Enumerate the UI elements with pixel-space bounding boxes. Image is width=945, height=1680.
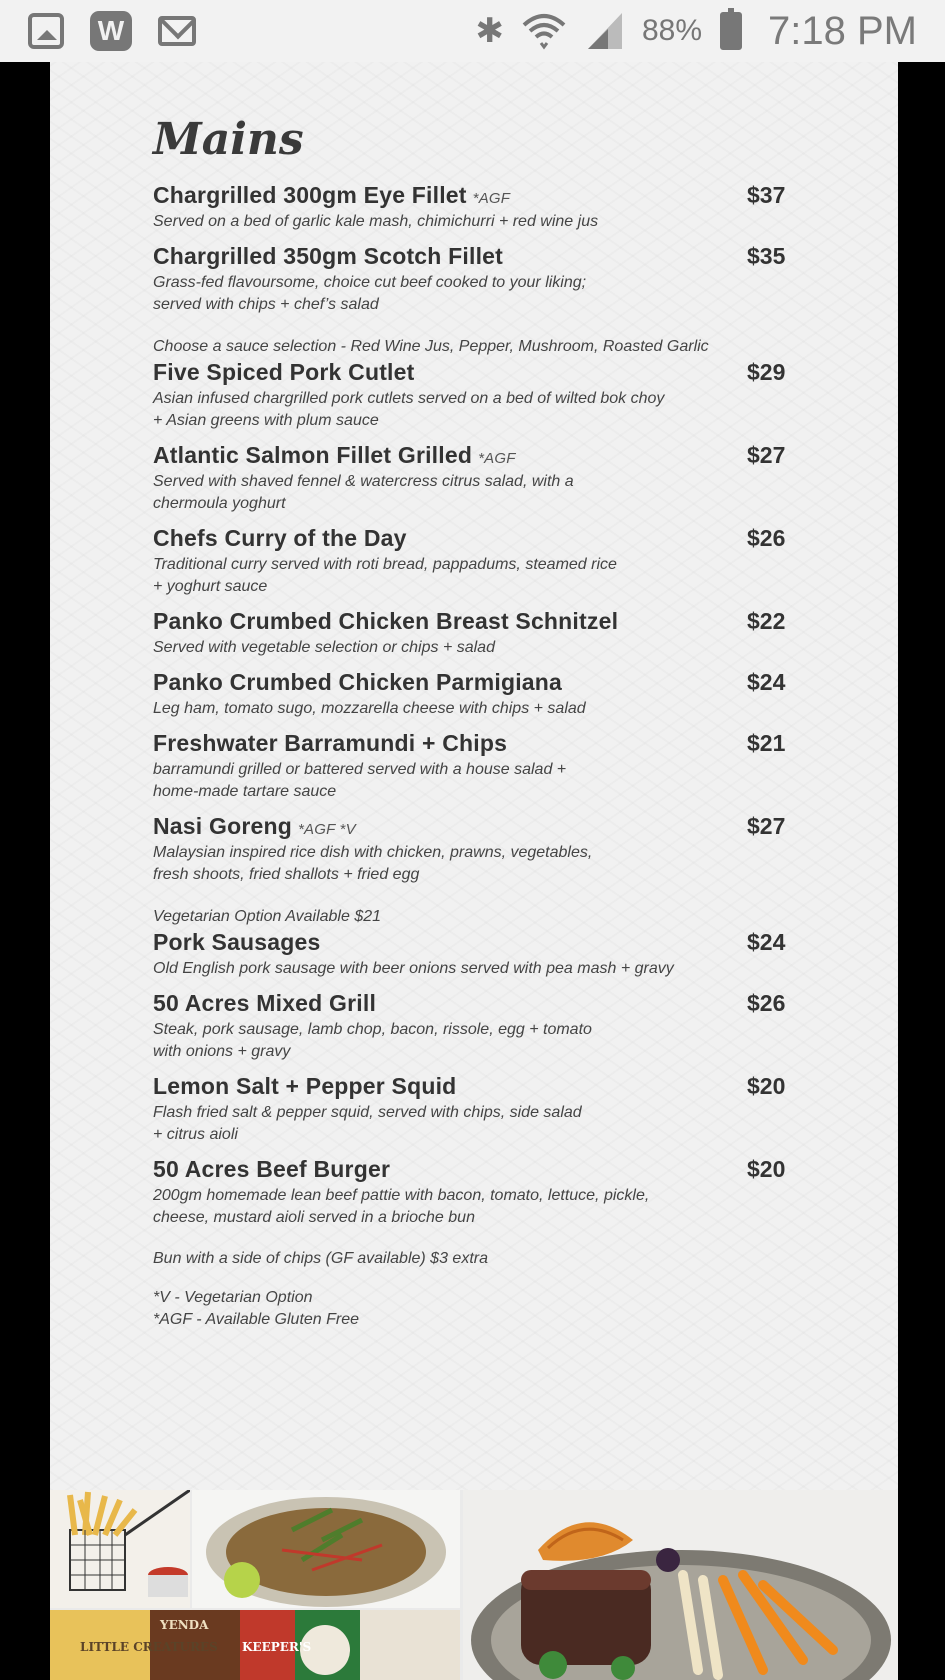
- description-line: cheese, mustard aioli served in a brioche bun: [153, 1209, 475, 1226]
- menu-item: [153, 243, 793, 316]
- description-line: Leg ham, tomato sugo, mozzarella cheese with chips + salad: [153, 700, 586, 717]
- fries-photo: [50, 1490, 190, 1608]
- menu-item-description: [153, 958, 793, 980]
- menu-item: [153, 359, 793, 432]
- description-line: + yoghurt sauce: [153, 578, 268, 595]
- menu-item-price: $37: [747, 182, 786, 208]
- beer-label-3: KEEPER'S: [242, 1640, 312, 1654]
- bluetooth-icon: ✱: [475, 11, 504, 51]
- menu-item-name: [153, 990, 793, 1017]
- menu-item: [153, 1156, 793, 1229]
- bun-note: Bun with a side of chips (GF available) $3 extra: [153, 1250, 488, 1267]
- menu-item-name: [153, 1073, 793, 1100]
- menu-item-price: $29: [747, 359, 786, 385]
- menu-item-description: [153, 211, 793, 233]
- gallery-icon: [28, 13, 64, 49]
- menu-item-title: Chargrilled 350gm Scotch Fillet: [153, 243, 504, 269]
- description-line: Malaysian inspired rice dish with chicken, prawns, vegetables,: [153, 844, 593, 861]
- description-line: with onions + gravy: [153, 1043, 291, 1060]
- menu-item-title: Panko Crumbed Chicken Breast Schnitzel: [153, 608, 619, 634]
- menu-item-description: [153, 1102, 793, 1146]
- description-line: fresh shoots, fried shallots + fried egg: [153, 866, 420, 883]
- menu-item-title: Lemon Salt + Pepper Squid: [153, 1073, 457, 1099]
- menu-item: [153, 929, 793, 980]
- vegetarian-note: Vegetarian Option Available $21: [153, 908, 382, 925]
- menu-item-name: [153, 243, 793, 270]
- menu-item-price: $20: [747, 1156, 786, 1182]
- menu-item-price: $35: [747, 243, 786, 269]
- menu-item: [153, 990, 793, 1063]
- signal-icon: [584, 11, 624, 51]
- description-line: home-made tartare sauce: [153, 783, 337, 800]
- steak-photo: [463, 1490, 898, 1680]
- battery-icon: [720, 12, 742, 50]
- description-line: chermoula yoghurt: [153, 495, 286, 512]
- beer-label-2: YENDA: [160, 1618, 209, 1632]
- menu-item-price: $22: [747, 608, 786, 634]
- dietary-tag: *AGF: [478, 450, 516, 467]
- menu-item-price: $27: [747, 813, 786, 839]
- menu-item-title: 50 Acres Beef Burger: [153, 1156, 391, 1182]
- wifi-icon: [522, 11, 566, 51]
- menu-item: [153, 813, 793, 886]
- menu-item: [153, 442, 793, 515]
- description-line: Asian infused chargrilled pork cutlets served on a bed of wilted bok choy: [153, 390, 665, 407]
- menu-item-title: Nasi Goreng: [153, 813, 292, 839]
- menu-item-title: Freshwater Barramundi + Chips: [153, 730, 508, 756]
- menu-item-title: Five Spiced Pork Cutlet: [153, 359, 415, 385]
- menu-item-description: [153, 759, 793, 803]
- menu-item: [153, 730, 793, 803]
- dietary-tag: *AGF *V: [297, 821, 356, 838]
- menu-item-description: [153, 554, 793, 598]
- menu-item-title: Panko Crumbed Chicken Parmigiana: [153, 669, 563, 695]
- menu-item-title: 50 Acres Mixed Grill: [153, 990, 377, 1016]
- menu-item-price: $24: [747, 929, 786, 955]
- menu-item-name: [153, 442, 793, 469]
- battery-percent: 88%: [641, 14, 703, 47]
- menu-item-description: [153, 272, 793, 316]
- description-line: served with chips + chef’s salad: [153, 296, 379, 313]
- legend-vegetarian: *V - Vegetarian Option: [153, 1289, 313, 1306]
- menu-item-price: $26: [747, 990, 786, 1016]
- menu-item-description: [153, 637, 793, 659]
- menu-item-description: [153, 842, 793, 886]
- description-line: Served on a bed of garlic kale mash, chimichurri + red wine jus: [153, 213, 599, 230]
- description-line: Served with vegetable selection or chips + salad: [153, 639, 495, 656]
- description-line: + Asian greens with plum sauce: [153, 412, 379, 429]
- menu-item-price: $20: [747, 1073, 786, 1099]
- photo-strip: [50, 1490, 898, 1680]
- menu-item-description: [153, 698, 793, 720]
- menu-item-title: Chefs Curry of the Day: [153, 525, 407, 551]
- menu-item-description: [153, 1019, 793, 1063]
- description-line: Grass-fed flavoursome, choice cut beef cooked to your liking;: [153, 274, 587, 291]
- menu-item-title: Chargrilled 300gm Eye Fillet: [153, 182, 467, 208]
- menu-item: [153, 525, 793, 598]
- menu-item-price: $27: [747, 442, 786, 468]
- menu-item-name: [153, 182, 793, 209]
- menu-item-title: Pork Sausages: [153, 929, 321, 955]
- clock: 7:18 PM: [768, 8, 917, 53]
- description-line: barramundi grilled or battered served with a house salad +: [153, 761, 567, 778]
- menu-item-name: [153, 525, 793, 552]
- menu-item-title: Atlantic Salmon Fillet Grilled: [153, 442, 473, 468]
- menu-item-name: [153, 730, 793, 757]
- w-app-icon: W: [90, 11, 132, 51]
- menu-item-price: $21: [747, 730, 786, 756]
- menu-page: [50, 62, 898, 1490]
- menu-item-description: [153, 1185, 793, 1229]
- menu-item-name: [153, 929, 793, 956]
- description-line: Flash fried salt & pepper squid, served with chips, side salad: [153, 1104, 582, 1121]
- noodle-salad-photo: [192, 1490, 460, 1608]
- status-bar: [0, 0, 945, 62]
- menu-item-name: [153, 1156, 793, 1183]
- menu-item: [153, 608, 793, 659]
- description-line: Served with shaved fennel & watercress citrus salad, with a: [153, 473, 574, 490]
- legend: [153, 1287, 359, 1331]
- menu-item: [153, 669, 793, 720]
- menu-title: Mains: [153, 114, 304, 165]
- legend-gluten-free: *AGF - Available Gluten Free: [153, 1311, 360, 1328]
- menu-item-price: $26: [747, 525, 786, 551]
- mail-icon: [158, 16, 196, 46]
- menu-item-name: [153, 359, 793, 386]
- menu-item-description: [153, 471, 793, 515]
- menu-item: [153, 182, 793, 233]
- menu-item-description: [153, 388, 793, 432]
- menu-item-name: [153, 813, 793, 840]
- description-line: + citrus aioli: [153, 1126, 238, 1143]
- description-line: 200gm homemade lean beef pattie with bacon, tomato, lettuce, pickle,: [153, 1187, 650, 1204]
- menu-item: [153, 1073, 793, 1146]
- menu-item-name: [153, 608, 793, 635]
- menu-item-price: $24: [747, 669, 786, 695]
- beer-label-1: LITTLE CREATURES: [80, 1640, 218, 1654]
- description-line: Traditional curry served with roti bread, pappadums, steamed rice: [153, 556, 617, 573]
- description-line: Steak, pork sausage, lamb chop, bacon, rissole, egg + tomato: [153, 1021, 592, 1038]
- description-line: Old English pork sausage with beer onions served with pea mash + gravy: [153, 960, 674, 977]
- beer-labels-photo: [50, 1610, 460, 1680]
- dietary-tag: *AGF: [472, 190, 511, 207]
- sauce-note: Choose a sauce selection - Red Wine Jus, Pepper, Mushroom, Roasted Garlic: [153, 338, 709, 355]
- menu-item-name: [153, 669, 793, 696]
